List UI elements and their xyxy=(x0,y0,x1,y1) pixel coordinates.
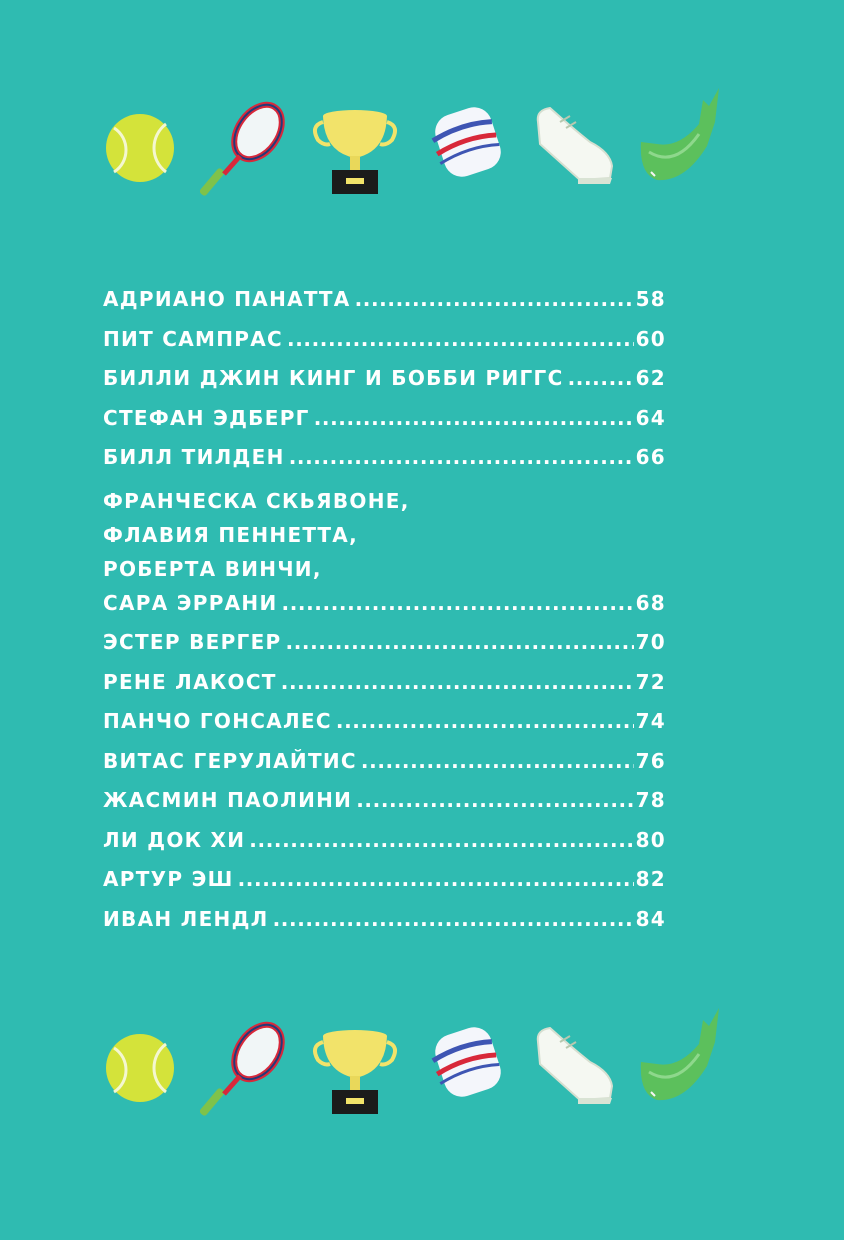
toc-entry-name: ПИТ САМПРАС xyxy=(103,326,283,351)
bottom-icon-row xyxy=(100,1002,720,1122)
toc-page-number: 62 xyxy=(635,366,666,390)
toc-leader-dots xyxy=(336,706,634,736)
toc-entry[interactable] xyxy=(103,825,666,865)
toc-page-number: 66 xyxy=(635,445,666,469)
toc-entry-name: ПАНЧО ГОНСАЛЕС xyxy=(103,709,332,733)
toc-entry[interactable] xyxy=(103,904,666,944)
toc-entry-line: РОБЕРТА ВИНЧИ, xyxy=(103,556,322,581)
toc-entry-group[interactable] xyxy=(103,486,666,628)
toc-entry-name: АДРИАНО ПАНАТТА xyxy=(103,287,351,311)
toc-leader-dots xyxy=(249,825,633,855)
toc-leader-dots xyxy=(289,442,634,472)
toc-entry-name: АРТУР ЭШ xyxy=(103,867,234,891)
toc-entry-name: СТЕФАН ЭДБЕРГ xyxy=(103,405,310,430)
trophy-icon xyxy=(310,1002,400,1122)
toc-page-number: 70 xyxy=(635,630,666,654)
toc-entry xyxy=(103,588,666,628)
toc-entry[interactable] xyxy=(103,746,666,786)
toc-entry-name: САРА ЭРРАНИ xyxy=(103,590,278,615)
tennis-racket-icon xyxy=(200,1002,290,1122)
table-of-contents xyxy=(103,284,666,943)
toc-entry[interactable] xyxy=(103,363,666,403)
tennis-racket-icon xyxy=(200,82,290,202)
sweatband-icon xyxy=(425,82,515,202)
toc-leader-dots xyxy=(273,904,634,934)
toc-page-number: 76 xyxy=(635,748,666,773)
toc-entry-name: БИЛЛ ТИЛДЕН xyxy=(103,445,285,469)
toc-entry[interactable] xyxy=(103,284,666,324)
toc-leader-dots xyxy=(355,284,634,314)
toc-leader-dots xyxy=(286,627,634,657)
toc-page-number: 64 xyxy=(635,405,666,430)
toc-entry-name: ЖАСМИН ПАОЛИНИ xyxy=(103,788,353,812)
toc-entry-name: БИЛЛИ ДЖИН КИНГ И БОББИ РИГГС xyxy=(103,366,564,390)
bandana-icon xyxy=(635,1002,725,1122)
toc-leader-dots xyxy=(287,324,634,354)
toc-entry[interactable] xyxy=(103,324,666,364)
sneaker-icon xyxy=(530,1002,620,1122)
toc-entry[interactable] xyxy=(103,864,666,904)
toc-leader-dots xyxy=(356,785,633,815)
toc-entry[interactable] xyxy=(103,442,666,482)
toc-leader-dots xyxy=(361,746,634,776)
toc-entry-name: РЕНЕ ЛАКОСТ xyxy=(103,669,277,694)
toc-leader-dots xyxy=(568,363,634,393)
toc-page-number: 80 xyxy=(635,827,666,852)
toc-entry-name: ЛИ ДОК ХИ xyxy=(103,827,246,852)
trophy-icon xyxy=(310,82,400,202)
toc-page-number: 82 xyxy=(635,867,666,891)
sweatband-icon xyxy=(425,1002,515,1122)
toc-entry-name: ЭСТЕР ВЕРГЕР xyxy=(103,630,282,654)
sneaker-icon xyxy=(530,82,620,202)
toc-page-number: 60 xyxy=(635,326,666,351)
toc-leader-dots xyxy=(281,667,634,697)
toc-page-number: 58 xyxy=(635,287,666,311)
toc-entry[interactable] xyxy=(103,706,666,746)
toc-entry[interactable] xyxy=(103,403,666,443)
toc-page-number: 84 xyxy=(635,906,666,931)
toc-entry-line: ФРАНЧЕСКА СКЬЯВОНЕ, xyxy=(103,488,410,513)
toc-leader-dots xyxy=(282,588,634,618)
toc-page-number: 74 xyxy=(635,709,666,733)
tennis-ball-icon xyxy=(100,1002,190,1122)
toc-entry[interactable] xyxy=(103,667,666,707)
toc-page-number: 68 xyxy=(635,590,666,615)
toc-entry-line: ФЛАВИЯ ПЕННЕТТА, xyxy=(103,522,358,547)
toc-entry[interactable] xyxy=(103,785,666,825)
toc-leader-dots xyxy=(314,403,634,433)
toc-leader-dots xyxy=(238,864,634,894)
bandana-icon xyxy=(635,82,725,202)
toc-entry[interactable] xyxy=(103,627,666,667)
toc-page-number: 72 xyxy=(635,669,666,694)
toc-entry-name: ИВАН ЛЕНДЛ xyxy=(103,906,269,931)
toc-page-number: 78 xyxy=(635,788,666,812)
tennis-ball-icon xyxy=(100,82,190,202)
toc-entry-name: ВИТАС ГЕРУЛАЙТИС xyxy=(103,748,357,773)
top-icon-row xyxy=(100,82,720,202)
